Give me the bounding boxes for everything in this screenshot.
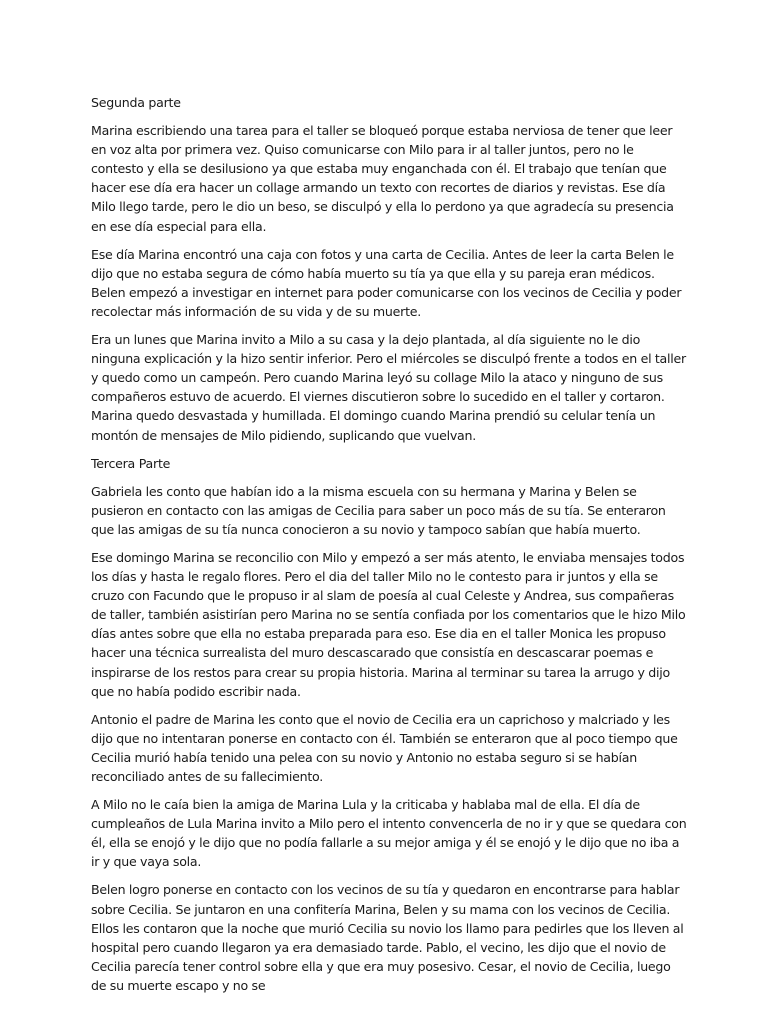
paragraph: Ese domingo Marina se reconcilio con Milo y empezó a ser más atento, le enviaba mensajes todos los días y hasta le regalo flores. Pero el dia del taller Milo no le contesto para ir juntos y ella se cruzo con Facundo que le propuso ir al slam de poesía al cual Celeste y Andrea, sus compañeras de taller, también asistirían pero Marina no se sentía confiada por los comentarios que le hizo Milo días antes sobre que ella no estaba preparada para eso. Ese dia en el taller Monica les propuso hacer una técnica surrealista del muro descascarado que consistía en descascarar poemas e inspirarse de los restos para crear su propia historia. Marina al terminar su tarea la arrugo y dijo que no había podido escribir nada.	[91, 549, 686, 699]
section-heading-tercera-parte: Tercera Parte	[91, 455, 171, 471]
paragraph: Ese día Marina encontró una caja con fotos y una carta de Cecilia. Antes de leer la carta Belen le dijo que no estaba segura de cómo había muerto su tía ya que ella y su pareja eran médicos. Belen empezó a investigar en internet para poder comunicarse con los vecinos de Cecilia y poder recolectar más información de su vida y de su muerte.	[91, 246, 682, 319]
section-heading-segunda-parte: Segunda parte	[91, 95, 181, 110]
paragraph: Marina escribiendo una tarea para el taller se bloqueó porque estaba nerviosa de tener que leer en voz alta por primera vez. Quiso comunicarse con Milo para ir al taller juntos, pero no le contesto y ella se desilusiono ya que estaba muy enganchada con él. El trabajo que tenían que hacer ese día era hacer un collage armando un texto con recortes de diarios y revistas. Ese día Milo llego tarde, pero le dio un beso, se disculpó y ella lo perdono ya que agradecía su presencia en ese día especial para ella.	[91, 123, 674, 234]
paragraph: Belen logro ponerse en contacto con los vecinos de su tía y quedaron en encontrarse para hablar sobre Cecilia. Se juntaron en una confitería Marina, Belen y su mama con los vecinos de Cecilia. Ellos les contaron que la noche que murió Cecilia su novio los llamo para pedirles que los lleven al hospital pero cuando llegaron ya era demasiado tarde. Pablo, el vecino, les dijo que el novio de Cecilia parecía tener control sobre ella y que era muy posesivo. Cesar, el novio de Cecilia, luego de su muerte escapo y no se	[91, 882, 684, 993]
paragraph: Gabriela les conto que habían ido a la misma escuela con su hermana y Marina y Belen se pusieron en contacto con las amigas de Cecilia para saber un poco más de su tía. Se enteraron que las amigas de su tía nunca conocieron a su novio y tampoco sabían que había muerto.	[91, 483, 666, 537]
paragraph: A Milo no le caía bien la amiga de Marina Lula y la criticaba y hablaba mal de ella. El día de cumpleaños de Lula Marina invito a Milo pero el intento convencerla de no ir y que se quedara con él, ella se enojó y le dijo que no podía fallarle a su mejor amiga y él se enojó y le dijo que no iba a ir y que vaya sola.	[91, 797, 687, 870]
paragraph: Era un lunes que Marina invito a Milo a su casa y la dejo plantada, al día siguiente no le dio ninguna explicación y la hizo sentir inferior. Pero el miércoles se disculpó frente a todos en el taller y quedo como un campeón. Pero cuando Marina leyó su collage Milo la ataco y ninguno de sus compañeros estuvo de acuerdo. El viernes discutieron sobre lo sucedido en el taller y cortaron. Marina quedo desvastada y humillada. El domingo cuando Marina prendió su celular tenía un montón de mensajes de Milo pidiendo, suplicando que vuelvan.	[91, 332, 686, 443]
paragraph: Antonio el padre de Marina les conto que el novio de Cecilia era un caprichoso y malcriado y les dijo que no intentaran ponerse en contacto con él. También se enteraron que al poco tiempo que Cecilia murió había tenido una pelea con su novio y Antonio no estaba seguro si se habían reconciliado antes de su fallecimiento.	[91, 711, 678, 784]
